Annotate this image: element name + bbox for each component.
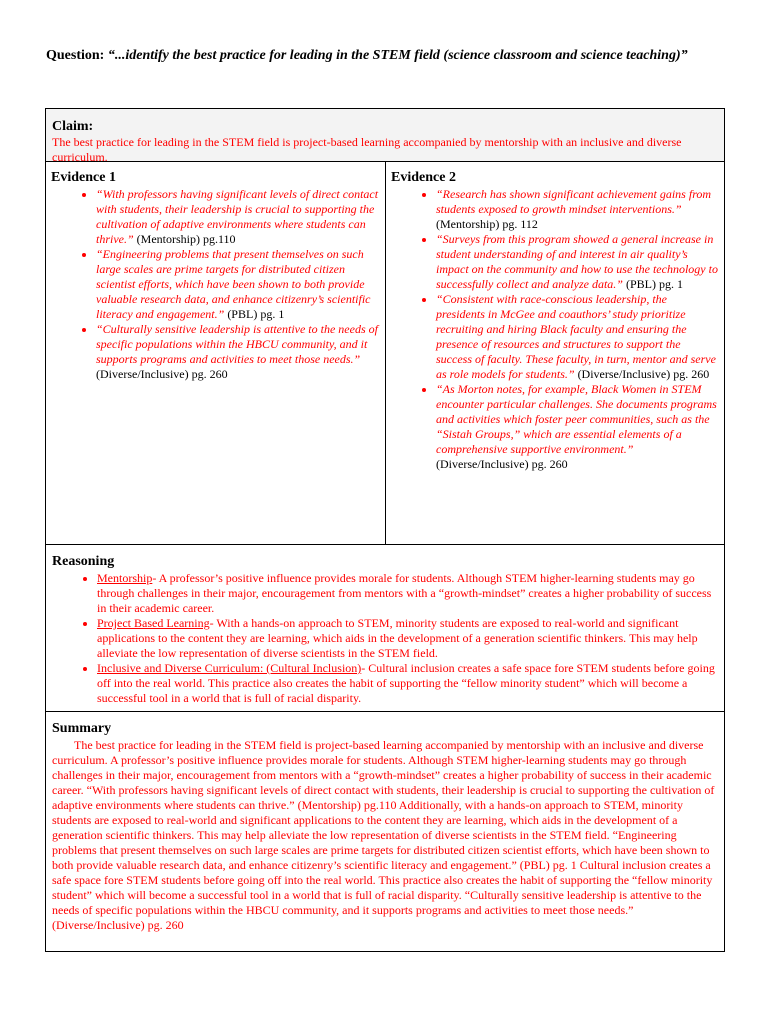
evidence-2-list [391,187,718,472]
evidence-quote: “As Morton notes, for example, Black Women in STEM encounter particular challenges. She documents programs and activities which foster peer communities, such as the “Sistah Groups,” which are essential elements of a comprehensive supportive environment.” [436,382,717,456]
evidence-citation: (Mentorship) pg.110 [133,232,236,246]
evidence-2-title: Evidence 2 [391,170,456,185]
cer-table [45,108,725,952]
summary-text: The best practice for leading in the STEM field is project-based learning accompanied by mentorship with an inclusive and diverse curriculum. A professor’s positive influence provides morale for students. Although STEM higher-learning students may go through challenges in their major, encouragement from mentors with a “growth-mindset” creates a higher probability of success in their academic career. “With professors having significant levels of direct contact with students, their leadership is crucial to supporting the cultivation of adaptive environments where students can thrive.” (Mentorship) pg.110 Additionally, with a hands-on approach to STEM, minority students are exposed to real-world and significant applications to the content they are learning, which aids in the development of a generation scientific thinkers. This may help alleviate the low representation of diverse scientists in the STEM field. “Engineering problems that present themselves on such large scales are prime targets for distributed citizen scientist efforts, which have been shown to both provide valuable research data, and enhance citizenry’s scientific literacy and engagement.” (PBL) pg. 1 Cultural inclusion creates a safe space fore STEM students before going off into the real world. This practice also creates the habit of supporting the “fellow minority student” which will become a successful tool in a world that is full of racial disparity. “Culturally sensitive leadership is attentive to the needs of specific populations within the HBCU community, and it supports programs and activities to meet those needs.” (Diverse/Inclusive) pg. 260 [52,738,715,932]
evidence-2-section [385,162,724,544]
evidence-row [46,162,724,545]
evidence-item [96,247,379,322]
evidence-citation: (Diverse/Inclusive) pg. 260 [96,367,228,381]
evidence-item [436,232,718,292]
reasoning-term: Project Based Learning [97,616,210,630]
evidence-quote: “Culturally sensitive leadership is attentive to the needs of specific populations within the HBCU community, and it supports programs and activities to meet those needs.” [96,322,378,366]
evidence-citation: (Mentorship) pg. 112 [436,217,538,231]
evidence-item [436,292,718,382]
summary-section [46,712,724,951]
reasoning-title: Reasoning [52,554,115,569]
evidence-quote: “Consistent with race-conscious leadership, the presidents in McGee and coauthors’ study prioritize recruiting and hiring Black faculty and ensuring the presence of resources and structures to support the success of faculty. These faculty, in turn, mentor and serve as role models for students.” [436,292,716,381]
summary-title: Summary [52,721,112,736]
reasoning-term: Inclusive and Diverse Curriculum: (Cultural Inclusion) [97,661,362,675]
claim-text: The best practice for leading in the STEM field is project-based learning accompanied by mentorship with an inclusive and diverse curriculum. [52,135,682,164]
evidence-citation: (Diverse/Inclusive) pg. 260 [436,457,568,471]
evidence-quote: “With professors having significant levels of direct contact with students, their leadership is crucial to supporting the cultivation of adaptive environments where students can thrive.” [96,187,379,246]
evidence-1-title: Evidence 1 [51,170,116,185]
evidence-item [436,382,718,472]
question [46,46,726,65]
evidence-item [96,322,379,382]
evidence-quote: “Engineering problems that present themselves on such large scales are prime targets for distributed citizen scientist efforts, which have been shown to both provide valuable research data, and enhance citizenry’s scientific literacy and engagement.” [96,247,371,321]
claim-title: Claim: [52,119,94,134]
evidence-item [96,187,379,247]
reasoning-text: - A professor’s positive influence provides morale for students. Although STEM higher-learning students may go through challenges in their major, encouragement from mentors with a “growth-mindset” creates a higher probability of success in their academic career. [97,571,712,615]
evidence-quote: “Surveys from this program showed a general increase in student understanding of and interest in air quality’s impact on the community and how to use the technology to successfully collect and analyze data.” [436,232,718,291]
evidence-citation: (PBL) pg. 1 [224,307,285,321]
reasoning-term: Mentorship [97,571,153,585]
evidence-1-list [51,187,379,382]
evidence-1-section [46,162,385,544]
reasoning-item [97,661,718,706]
reasoning-item [97,571,718,616]
evidence-quote: “Research has shown significant achievement gains from students exposed to growth mindset interventions.” [436,187,712,216]
evidence-citation: (Diverse/Inclusive) pg. 260 [574,367,710,381]
reasoning-text: - Cultural inclusion creates a safe space fore STEM students before going off into the real world. This practice also creates the habit of supporting the “fellow minority student” which will become a successful tool in a world that is full of racial disparity. [97,661,715,705]
evidence-citation: (PBL) pg. 1 [622,277,683,291]
question-label: Question: [46,48,105,63]
question-text: “...identify the best practice for leading in the STEM field (science classroom and science teaching)” [104,48,688,63]
reasoning-list [52,571,718,706]
reasoning-item [97,616,718,661]
reasoning-text: - With a hands-on approach to STEM, minority students are exposed to real-world and significant applications to the content they are learning, which aids in the development of a generation scientific thinkers. This may help alleviate the low representation of diverse scientists in the STEM field. [97,616,698,660]
claim-section [46,109,724,162]
evidence-item [436,187,718,232]
reasoning-section [46,545,724,712]
